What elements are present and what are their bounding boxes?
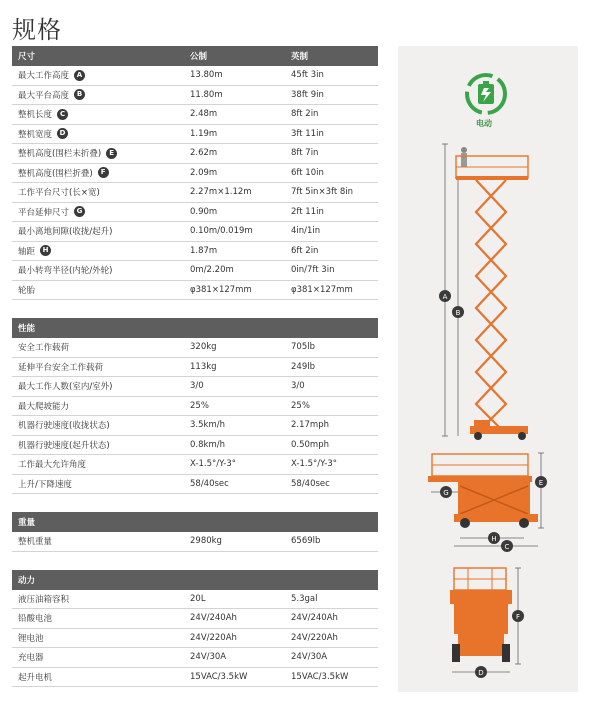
- imperial-value: 7ft 5in×3ft 8in: [291, 187, 354, 198]
- spec-label-cell: [12, 284, 190, 296]
- imperial-value: 24V/240Ah: [291, 613, 338, 624]
- spec-label-cell: [12, 458, 190, 470]
- table-row: [12, 648, 378, 668]
- spec-label: 最小转弯半径(内轮/外轮): [18, 266, 113, 277]
- metric-value: 3.5km/h: [190, 420, 225, 431]
- table-row: [12, 377, 378, 397]
- stowed-lift-side-view: [428, 453, 547, 552]
- spec-label-cell: [12, 535, 190, 547]
- metric-value: 2.09m: [190, 167, 218, 178]
- imperial-value: 8ft 2in: [291, 109, 319, 120]
- dimension-letter-badge: A: [74, 70, 85, 81]
- dimension-letter-badge: E: [106, 148, 117, 159]
- imperial-value: 705lb: [291, 342, 315, 353]
- imperial-value: 249lb: [291, 361, 315, 372]
- spec-label-cell: [12, 206, 190, 218]
- imperial-value: 2.17mph: [291, 420, 329, 431]
- table-row: [12, 358, 378, 378]
- section-gap: [12, 552, 378, 570]
- metric-value: 3/0: [190, 381, 204, 392]
- section-weight: [12, 512, 378, 552]
- metric-value: 58/40sec: [190, 478, 229, 489]
- table-row: [12, 609, 378, 629]
- diagram-panel: [398, 46, 578, 692]
- spec-label: 工作最大允许角度: [18, 460, 87, 471]
- imperial-value: 6ft 2in: [291, 245, 319, 256]
- imperial-value: 24V/220Ah: [291, 632, 338, 643]
- header-cell: 公制: [190, 52, 208, 62]
- imperial-value: 24V/30A: [291, 652, 328, 663]
- metric-value: 0.8km/h: [190, 439, 225, 450]
- diagram-letter-d: D: [478, 669, 484, 677]
- imperial-value: 5.3gal: [291, 593, 318, 604]
- dimension-letter-badge: D: [57, 128, 68, 139]
- metric-value: X-1.5°/Y-3°: [190, 459, 237, 470]
- spec-label: 液压油箱容积: [18, 594, 70, 605]
- metric-value: 0.10m/0.019m: [190, 226, 253, 237]
- imperial-value: X-1.5°/Y-3°: [291, 459, 338, 470]
- table-row: [12, 629, 378, 649]
- table-row: [12, 86, 378, 106]
- metric-value: φ381×127mm: [190, 284, 252, 295]
- section-header: [12, 570, 378, 590]
- diagram-letter-f: F: [515, 613, 521, 621]
- spec-label: 铅酸电池: [18, 614, 53, 625]
- spec-label-cell: [12, 89, 190, 101]
- metric-value: 24V/30A: [190, 652, 227, 663]
- spec-label-cell: [12, 225, 190, 237]
- diagram-letter-e: E: [538, 479, 544, 487]
- metric-value: 20L: [190, 593, 206, 604]
- section-header: [12, 512, 378, 532]
- spec-label-cell: [12, 108, 190, 120]
- spec-label-cell: [12, 341, 190, 353]
- table-row: [12, 668, 378, 688]
- table-row: [12, 125, 378, 145]
- spec-label: 延伸平台安全工作载荷: [18, 362, 104, 373]
- spec-label-cell: [12, 361, 190, 373]
- metric-value: 24V/220Ah: [190, 632, 237, 643]
- spec-label-cell: [12, 186, 190, 198]
- diagram-letter-g: G: [443, 489, 449, 497]
- table-row: [12, 281, 378, 301]
- metric-value: 15VAC/3.5kW: [190, 671, 248, 682]
- table-row: [12, 203, 378, 223]
- table-row: [12, 183, 378, 203]
- section-gap: [12, 300, 378, 318]
- dimension-letter-badge: B: [74, 89, 85, 100]
- spec-label: 机器行驶速度(起升状态): [18, 440, 110, 451]
- header-cell: 尺寸: [18, 52, 36, 62]
- spec-label-cell: [12, 264, 190, 276]
- spec-label-cell: [12, 651, 190, 663]
- imperial-value: 3ft 11in: [291, 128, 324, 139]
- spec-label-cell: [12, 245, 190, 257]
- metric-value: 2.48m: [190, 109, 218, 120]
- imperial-value: 8ft 7in: [291, 148, 319, 159]
- section-header: [12, 318, 378, 338]
- spec-label: 整机长度: [18, 110, 53, 121]
- diagram-letter-c: C: [504, 543, 510, 551]
- table-row: [12, 66, 378, 86]
- imperial-value: 3/0: [291, 381, 305, 392]
- header-cell: 重量: [18, 518, 36, 528]
- spec-label-cell: [12, 612, 190, 624]
- metric-value: 11.80m: [190, 89, 223, 100]
- spec-label: 整机高度(围栏折叠): [18, 168, 93, 179]
- spec-label-cell: [12, 671, 190, 683]
- metric-value: 0.90m: [190, 206, 218, 217]
- spec-label: 机器行驶速度(收拢状态): [18, 421, 110, 432]
- spec-label: 整机高度(围栏未折叠): [18, 149, 102, 160]
- header-cell: 动力: [18, 575, 36, 586]
- imperial-value: φ381×127mm: [291, 284, 353, 295]
- table-row: [12, 105, 378, 125]
- section-header: [12, 46, 378, 66]
- header-cell: 性能: [18, 324, 36, 334]
- spec-label: 轮胎: [18, 285, 36, 296]
- spec-label: 充电器: [18, 653, 44, 664]
- spec-label: 锂电池: [18, 633, 44, 644]
- imperial-value: 25%: [291, 400, 310, 411]
- spec-label: 起升电机: [18, 672, 53, 683]
- table-row: [12, 222, 378, 242]
- table-row: [12, 590, 378, 610]
- dimension-letter-badge: F: [98, 167, 109, 178]
- spec-label-cell: [12, 167, 190, 179]
- lift-front-view: [450, 568, 524, 678]
- table-row: [12, 144, 378, 164]
- spec-label-cell: [12, 380, 190, 392]
- table-row: [12, 532, 378, 552]
- spec-label: 安全工作载荷: [18, 343, 70, 354]
- metric-value: 25%: [190, 400, 209, 411]
- metric-value: 13.80m: [190, 70, 223, 81]
- spec-label-cell: [12, 128, 190, 140]
- spec-label-cell: [12, 419, 190, 431]
- imperial-value: 15VAC/3.5kW: [291, 671, 349, 682]
- raised-lift-side-view: [439, 144, 528, 440]
- dimension-letter-badge: H: [40, 245, 51, 256]
- table-row: [12, 397, 378, 417]
- table-row: [12, 261, 378, 281]
- spec-label: 平台延伸尺寸: [18, 207, 70, 218]
- imperial-value: 58/40sec: [291, 478, 330, 489]
- dimension-letter-badge: G: [74, 206, 85, 217]
- spec-label: 最小离地间隙(收拢/起升): [18, 227, 113, 238]
- diagram-letter-b: B: [455, 309, 461, 317]
- spec-label-cell: [12, 593, 190, 605]
- table-row: [12, 338, 378, 358]
- spec-label: 上升/下降速度: [18, 479, 72, 490]
- spec-label: 整机重量: [18, 537, 53, 548]
- metric-value: 320kg: [190, 342, 217, 353]
- spec-table: [12, 46, 378, 687]
- table-row: [12, 164, 378, 184]
- dimension-letter-badge: C: [57, 109, 68, 120]
- section-gap: [12, 494, 378, 512]
- scissor-lift-diagram: [398, 46, 578, 692]
- spec-label-cell: [12, 632, 190, 644]
- spec-label-cell: [12, 147, 190, 159]
- metric-value: 2.62m: [190, 148, 218, 159]
- spec-label-cell: [12, 439, 190, 451]
- table-row: [12, 455, 378, 475]
- electric-eco-icon: [467, 75, 505, 113]
- page-title: 规格: [12, 16, 62, 44]
- imperial-value: 6569lb: [291, 536, 321, 547]
- diagram-letter-h: H: [491, 535, 497, 543]
- eco-label: 电动: [476, 119, 492, 128]
- imperial-value: 45ft 3in: [291, 70, 324, 81]
- imperial-value: 38ft 9in: [291, 89, 324, 100]
- spec-label-cell: [12, 400, 190, 412]
- metric-value: 1.87m: [190, 245, 218, 256]
- metric-value: 2.27m×1.12m: [190, 187, 252, 198]
- imperial-value: 4in/1in: [291, 226, 321, 237]
- table-row: [12, 475, 378, 495]
- imperial-value: 2ft 11in: [291, 206, 324, 217]
- spec-label: 最大工作高度: [18, 71, 70, 82]
- section-power: [12, 570, 378, 688]
- imperial-value: 0.50mph: [291, 439, 329, 450]
- section-performance: [12, 318, 378, 494]
- metric-value: 2980kg: [190, 536, 222, 547]
- spec-label: 最大工作人数(室内/室外): [18, 382, 113, 393]
- header-cell: 英制: [291, 52, 309, 62]
- imperial-value: 0in/7ft 3in: [291, 265, 335, 276]
- spec-label: 最大平台高度: [18, 90, 70, 101]
- spec-label-cell: [12, 69, 190, 81]
- metric-value: 113kg: [190, 361, 217, 372]
- table-row: [12, 436, 378, 456]
- spec-label: 最大爬坡能力: [18, 401, 70, 412]
- table-row: [12, 242, 378, 262]
- spec-label-cell: [12, 478, 190, 490]
- metric-value: 24V/240Ah: [190, 613, 237, 624]
- diagram-letter-a: A: [442, 293, 448, 301]
- section-dimensions: [12, 46, 378, 300]
- table-row: [12, 416, 378, 436]
- metric-value: 1.19m: [190, 128, 218, 139]
- imperial-value: 6ft 10in: [291, 167, 324, 178]
- spec-label: 整机宽度: [18, 129, 53, 140]
- spec-label: 轴距: [18, 246, 36, 257]
- metric-value: 0m/2.20m: [190, 265, 234, 276]
- spec-label: 工作平台尺寸(长×宽): [18, 188, 100, 199]
